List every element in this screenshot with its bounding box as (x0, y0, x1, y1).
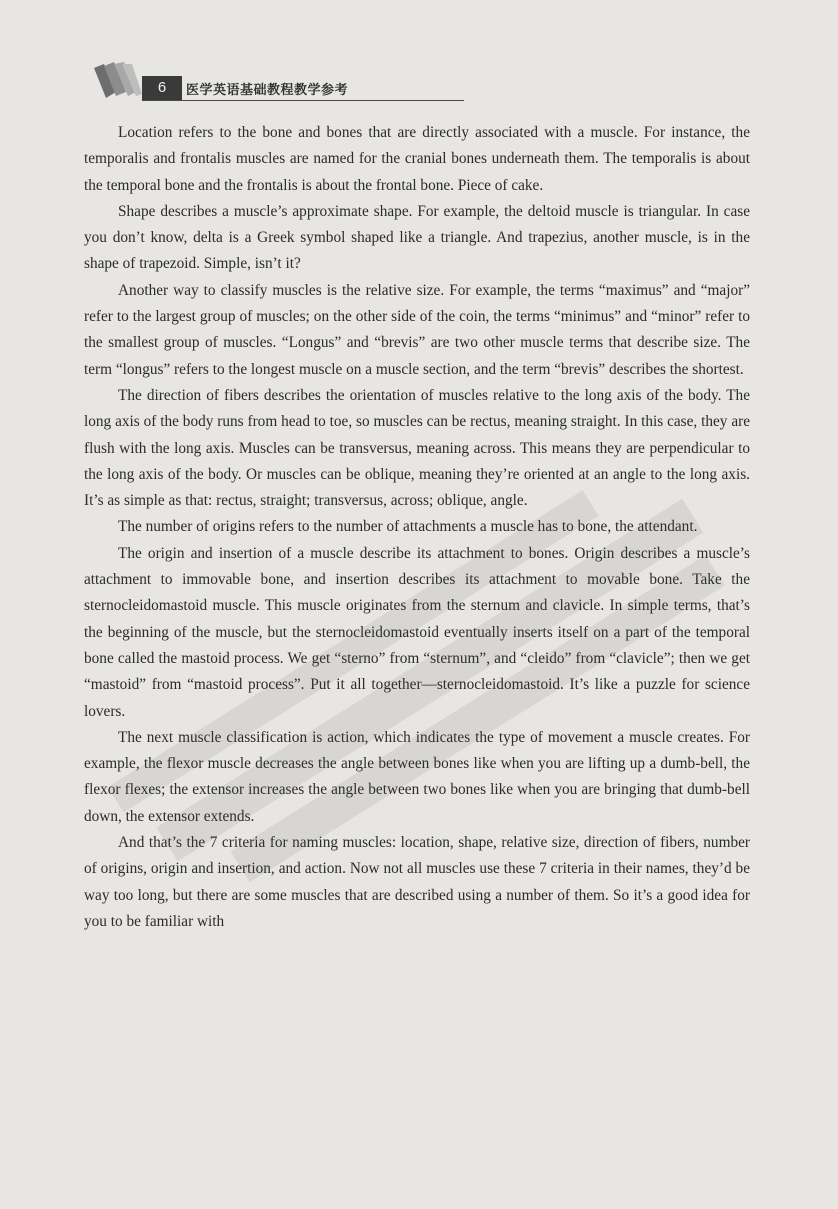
page-header (92, 62, 464, 104)
paragraph-fiber-direction: The direction of fibers describes the orientation of muscles relative to the long axis of the body. The long axis of the body runs from head to toe, so muscles can be rectus, meaning straight. In this case, they are flush with the long axis. Muscles can be transversus, meaning across. This means they are perpendicular to the long axis of the body. Or muscles can be oblique, meaning they’re oriented at an angle to the long axis. It’s as simple as that: rectus, straight; transversus, across; oblique, angle. (84, 386, 750, 510)
page-number: 6 (142, 76, 182, 100)
running-title: 医学英语基础教程教学参考 (186, 83, 349, 98)
header-rule (142, 100, 464, 101)
paragraph-shape: Shape describes a muscle’s approximate shape. For example, the deltoid muscle is triangular. In case you don’t know, delta is a Greek symbol shaped like a triangle. And trapezius, another muscle, is in the shape of trapezoid. Simple, isn’t it? (84, 202, 750, 273)
paragraph-number-of-origins: The number of origins refers to the number of attachments a muscle has to bone, the attendant. (118, 518, 698, 536)
book-stack-icon (92, 62, 142, 102)
body-text (84, 120, 750, 935)
paragraph-origin-insertion: The origin and insertion of a muscle describe its attachment to bones. Origin describes a muscle’s attachment to immovable bone, and insertion describes its attachment to movable bone. Take the sternocleidomastoid muscle. This muscle originates from the sternum and clavicle. In simple terms, that’s the beginning of the muscle, but the sternocleidomastoid eventually inserts itself on a part of the temporal bone called the mastoid process. We get “sterno” from “sternum”, and “cleido” from “clavicle”; then we get “mastoid” from “mastoid process”. Put it all together—sternocleidomastoid. It’s like a puzzle for science lovers. (84, 544, 750, 720)
paragraph-location: Location refers to the bone and bones that are directly associated with a muscle. For instance, the temporalis and frontalis muscles are named for the cranial bones underneath them. The temporalis is about the temporal bone and the frontalis is about the frontal bone. Piece of cake. (84, 124, 750, 194)
paragraph-summary: And that’s the 7 criteria for naming muscles: location, shape, relative size, direction of fibers, number of origins, origin and insertion, and action. Now not all muscles use these 7 criteria in their names, they’d be way too long, but there are some muscles that are described using a number of them. So it’s a good idea for you to be familiar with (84, 834, 750, 930)
paragraph-relative-size: Another way to classify muscles is the relative size. For example, the terms “maximus” and “major” refer to the largest group of muscles; on the other side of the coin, the terms “minimus” and “minor” refer to the smallest group of muscles. “Longus” and “brevis” are two other muscle terms that describe size. The term “longus” refers to the longest muscle on a muscle section, and the term “brevis” describes the shortest. (84, 281, 750, 378)
paragraph-action: The next muscle classification is action, which indicates the type of movement a muscle creates. For example, the flexor muscle decreases the angle between bones like when you are lifting up a dumb-bell, the flexor flexes; the extensor increases the angle between two bones like when you are bringing that dumb-bell down, the extensor extends. (84, 728, 750, 825)
